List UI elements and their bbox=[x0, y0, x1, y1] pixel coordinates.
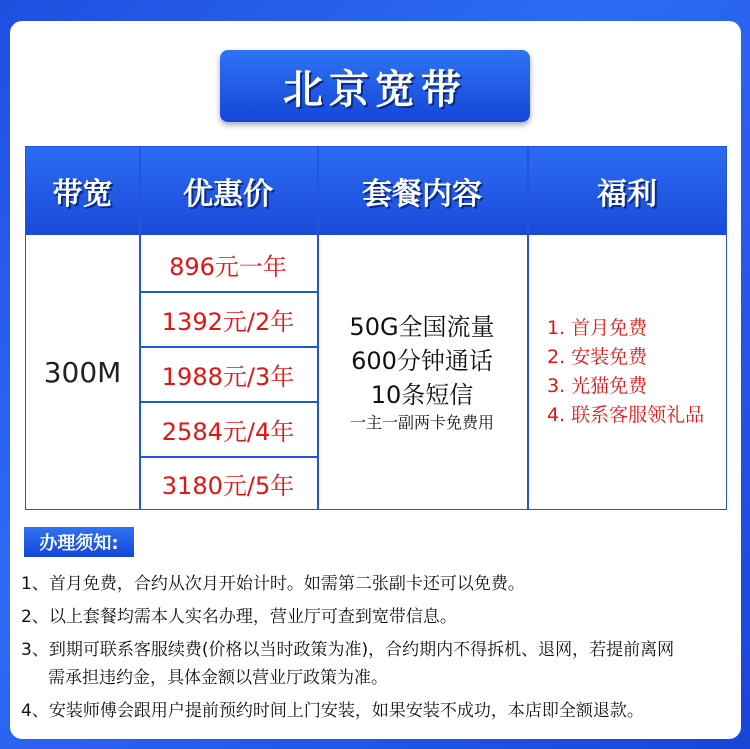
table-header bbox=[26, 147, 726, 235]
plan-table bbox=[25, 146, 727, 510]
notice-item: 1、首月免费，合约从次月开始计时。如需第二张副卡还可以免费。 bbox=[21, 574, 525, 594]
benefit-item: 2. 安装免费 bbox=[547, 346, 648, 368]
package-item: 50G全国流量 bbox=[349, 313, 495, 341]
header-package: 套餐内容 bbox=[362, 177, 482, 212]
header-price: 优惠价 bbox=[183, 177, 273, 212]
price-option: 896元一年 bbox=[169, 252, 287, 281]
package-note: 一主一副两卡免费用 bbox=[349, 413, 494, 432]
notice-item: 3、到期可联系客服续费(价格以当时政策为准)，合约期内不得拆机、退网，若提前离网 bbox=[21, 640, 675, 660]
benefits-list bbox=[527, 235, 727, 509]
header-bandwidth: 带宽 bbox=[52, 177, 113, 212]
notice-item: 2、以上套餐均需本人实名办理，营业厅可查到宽带信息。 bbox=[21, 607, 457, 627]
package-item: 600分钟通话 bbox=[351, 347, 493, 375]
package-content bbox=[317, 235, 527, 509]
notice-item: 4、安装师傅会跟用户提前预约时间上门安装，如果安装不成功，本店即全额退款。 bbox=[21, 701, 644, 721]
benefit-item: 1. 首月免费 bbox=[547, 317, 648, 339]
page-title: 北京宽带 bbox=[283, 66, 467, 113]
package-item: 10条短信 bbox=[370, 381, 474, 409]
price-option: 1392元/2年 bbox=[161, 307, 295, 336]
benefit-item: 3. 光猫免费 bbox=[547, 375, 648, 397]
price-option: 1988元/3年 bbox=[161, 362, 295, 391]
header-benefits: 福利 bbox=[597, 177, 657, 212]
title-banner bbox=[220, 50, 530, 122]
notice-label: 办理须知: bbox=[24, 527, 134, 557]
bandwidth-value: 300M bbox=[43, 355, 122, 389]
price-option: 3180元/5年 bbox=[161, 471, 295, 500]
notice-item: 需承担违约金，具体金额以营业厅政策为准。 bbox=[48, 668, 388, 688]
price-option: 2584元/4年 bbox=[161, 417, 295, 446]
benefit-item: 4. 联系客服领礼品 bbox=[547, 404, 705, 426]
